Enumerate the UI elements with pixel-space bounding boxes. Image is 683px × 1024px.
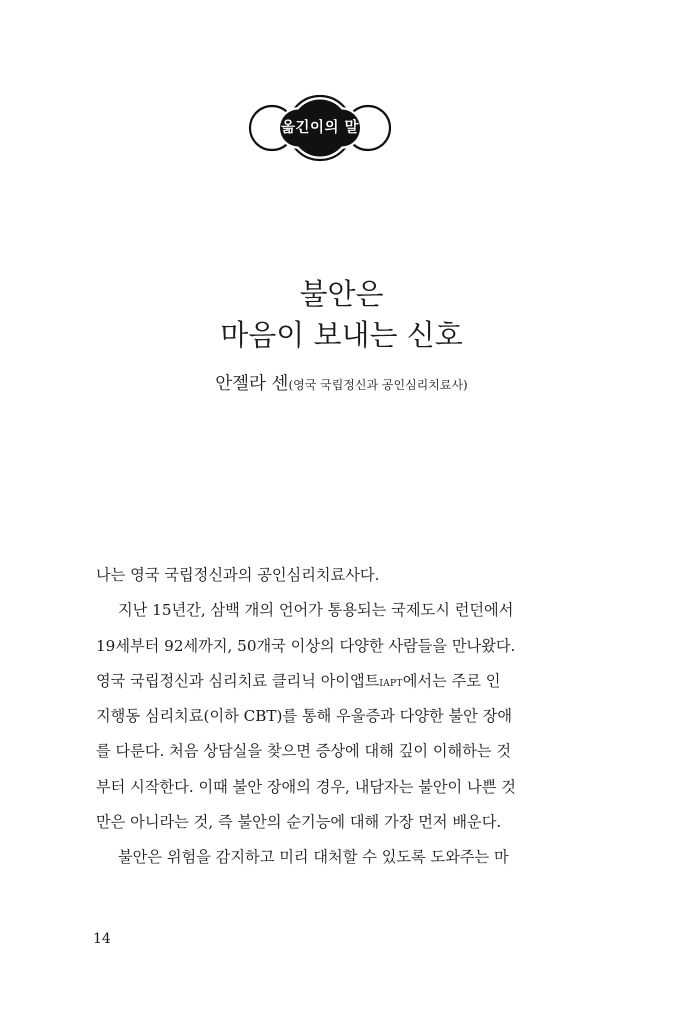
body-line: 만은 아니라는 것, 즉 불안의 순기능에 대해 가장 먼저 배운다. xyxy=(96,813,502,832)
body-line: 불안은 위험을 감지하고 미리 대처할 수 있도록 도와주는 마 xyxy=(118,848,509,867)
page-title-line-1: 불안은 xyxy=(299,277,384,311)
body-line: 부터 시작한다. 이때 불안 장애의 경우, 내담자는 불안이 나쁜 것 xyxy=(96,777,516,796)
body-text xyxy=(96,562,554,880)
page-number: 14 xyxy=(93,931,111,947)
chapter-badge xyxy=(247,93,393,163)
author-name: 안젤라 센 xyxy=(215,374,289,394)
author-credit xyxy=(0,370,683,395)
body-line: 19세부터 92세까지, 50개국 이상의 다양한 사람들을 만나왔다. xyxy=(96,636,516,655)
body-line xyxy=(96,668,554,703)
body-line: 지행동 심리치료(이하 CBT)를 통해 우울증과 다양한 불안 장애 xyxy=(96,707,512,726)
body-line-part: 영국 국립정신과 심리치료 클리닉 아이앱트 xyxy=(96,671,380,690)
page-title-line-2: 마음이 보내는 신호 xyxy=(220,318,463,352)
body-line-part: 에서는 주로 인 xyxy=(402,671,501,690)
body-line: 나는 영국 국립정신과의 공인심리치료사다. xyxy=(96,566,380,584)
body-line: 지난 15년간, 삼백 개의 언어가 통용되는 국제도시 런던에서 xyxy=(118,601,514,620)
abbreviation-iapt: IAPT xyxy=(379,678,403,689)
badge-label: 옮긴이의 말 xyxy=(280,120,360,136)
body-line: 를 다룬다. 처음 상담실을 찾으면 증상에 대해 깊이 이해하는 것 xyxy=(96,742,512,761)
author-affiliation: (영국 국립정신과 공인심리치료사) xyxy=(288,378,468,392)
